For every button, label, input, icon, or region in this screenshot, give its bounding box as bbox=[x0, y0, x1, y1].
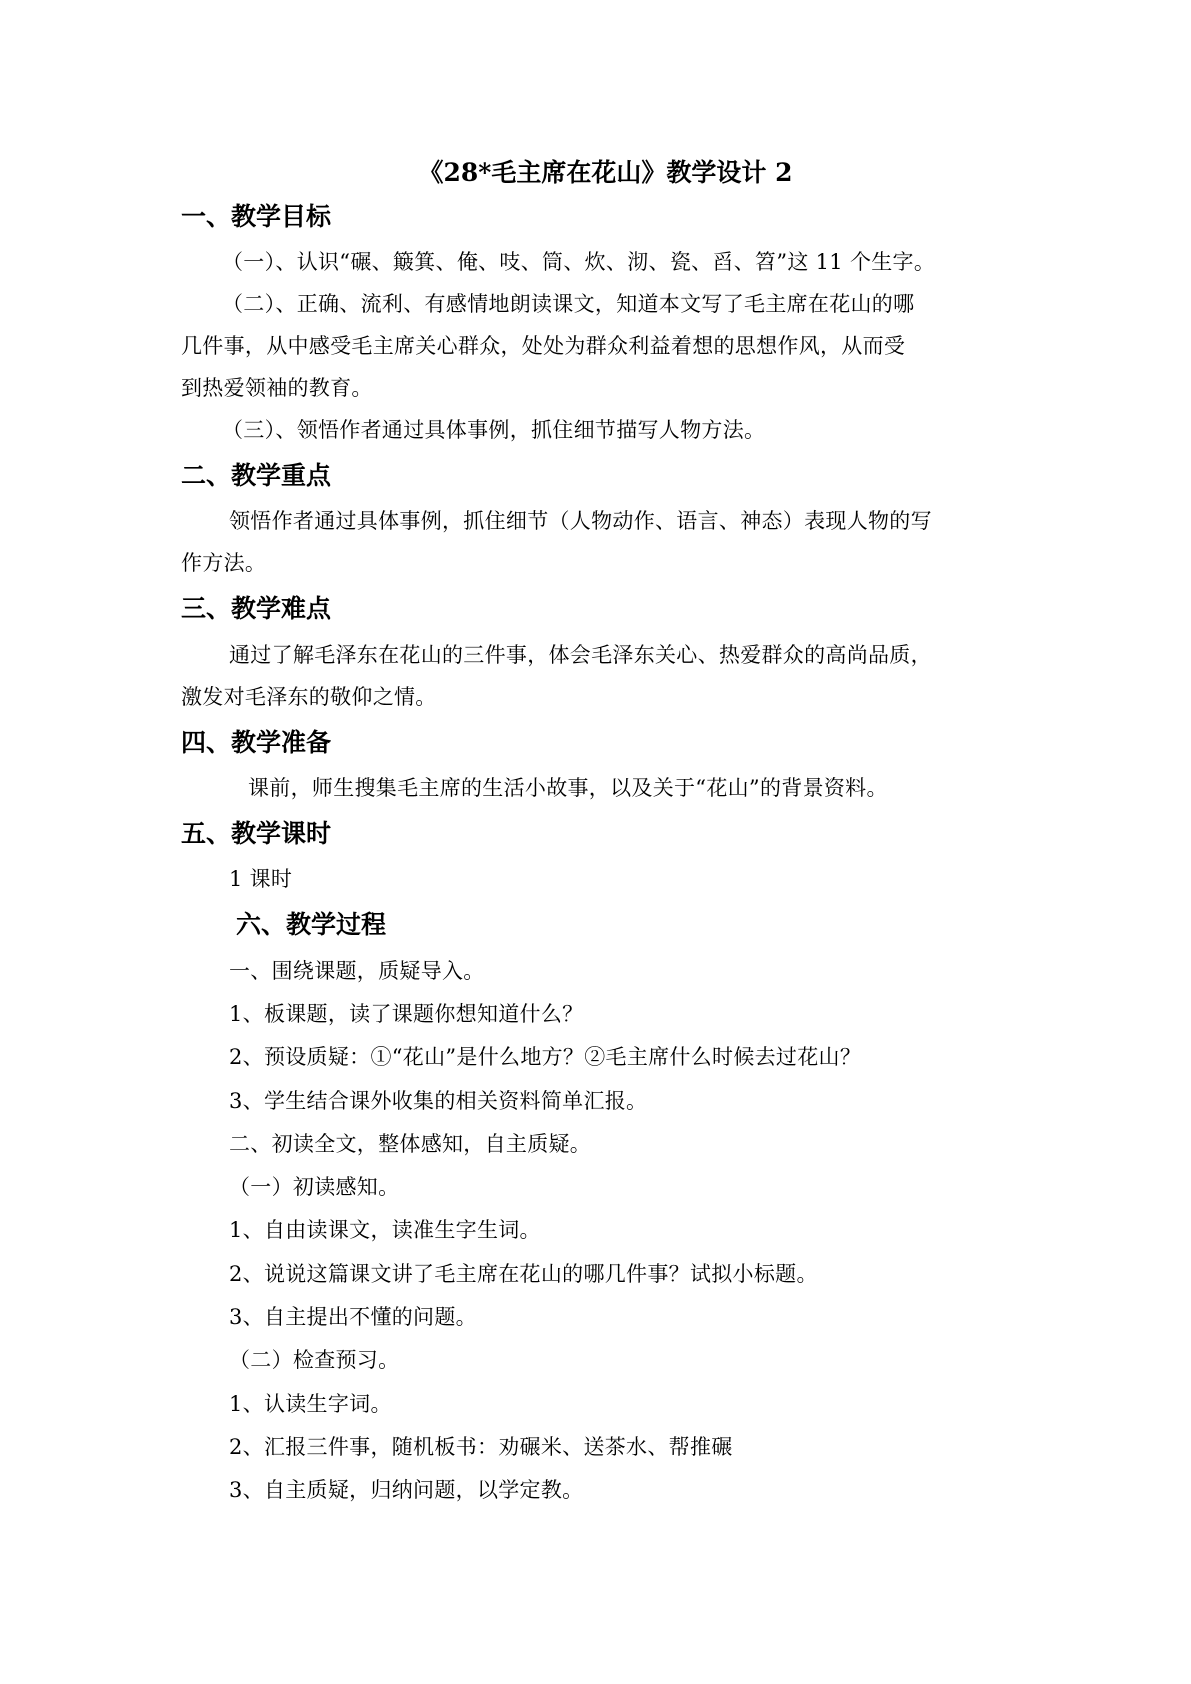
document-title: 《28*毛主席在花山》教学设计 2 bbox=[418, 158, 793, 187]
class-hours-value: 1 课时 bbox=[229, 867, 293, 891]
heading-difficulties: 三、教学难点 bbox=[181, 594, 332, 623]
goal-3: （三）、领悟作者通过具体事例，抓住细节描写人物方法。 bbox=[222, 418, 766, 442]
process-line: 3、自主质疑，归纳问题，以学定教。 bbox=[229, 1478, 584, 1502]
process-line: （一）初读感知。 bbox=[229, 1175, 400, 1199]
process-line: 2、说说这篇课文讲了毛主席在花山的哪几件事？试拟小标题。 bbox=[229, 1262, 818, 1286]
goal-1: （一）、认识“碾、簸箕、俺、吱、筒、炊、沏、瓷、舀、笤”这 11 个生字。 bbox=[222, 250, 936, 274]
heading-key-points: 二、教学重点 bbox=[181, 461, 332, 490]
key-points-line-1: 领悟作者通过具体事例，抓住细节（人物动作、语言、神态）表现人物的写 bbox=[229, 509, 932, 533]
process-line: 3、学生结合课外收集的相关资料简单汇报。 bbox=[229, 1089, 648, 1113]
heading-teaching-process: 六、教学过程 bbox=[236, 910, 387, 939]
process-line: 1、板课题，读了课题你想知道什么？ bbox=[229, 1002, 584, 1026]
preparation-line-1: 课前，师生搜集毛主席的生活小故事，以及关于“花山”的背景资料。 bbox=[248, 776, 888, 800]
process-line: 3、自主提出不懂的问题。 bbox=[229, 1305, 477, 1329]
process-line: 2、汇报三件事，随机板书：劝碾米、送茶水、帮推碾 bbox=[229, 1435, 733, 1459]
heading-class-hours: 五、教学课时 bbox=[181, 819, 332, 848]
goal-2-line-3: 到热爱领袖的教育。 bbox=[181, 376, 373, 400]
difficulties-line-1: 通过了解毛泽东在花山的三件事，体会毛泽东关心、热爱群众的高尚品质， bbox=[229, 643, 932, 667]
key-points-line-2: 作方法。 bbox=[181, 551, 267, 575]
process-line: 2、预设质疑：①“花山”是什么地方？②毛主席什么时候去过花山？ bbox=[229, 1045, 862, 1069]
heading-teaching-goals: 一、教学目标 bbox=[181, 202, 332, 231]
process-line: 一、围绕课题，质疑导入。 bbox=[229, 959, 485, 983]
process-line: 二、初读全文，整体感知，自主质疑。 bbox=[229, 1132, 592, 1156]
goal-2-line-1: （二）、正确、流利、有感情地朗读课文，知道本文写了毛主席在花山的哪 bbox=[222, 292, 915, 316]
difficulties-line-2: 激发对毛泽东的敬仰之情。 bbox=[181, 685, 437, 709]
process-line: 1、自由读课文，读准生字生词。 bbox=[229, 1218, 541, 1242]
goal-2-line-2: 几件事，从中感受毛主席关心群众，处处为群众利益着想的思想作风，从而受 bbox=[181, 334, 906, 358]
process-line: （二）检查预习。 bbox=[229, 1348, 400, 1372]
process-line: 1、认读生字词。 bbox=[229, 1392, 392, 1416]
heading-preparation: 四、教学准备 bbox=[181, 728, 332, 757]
